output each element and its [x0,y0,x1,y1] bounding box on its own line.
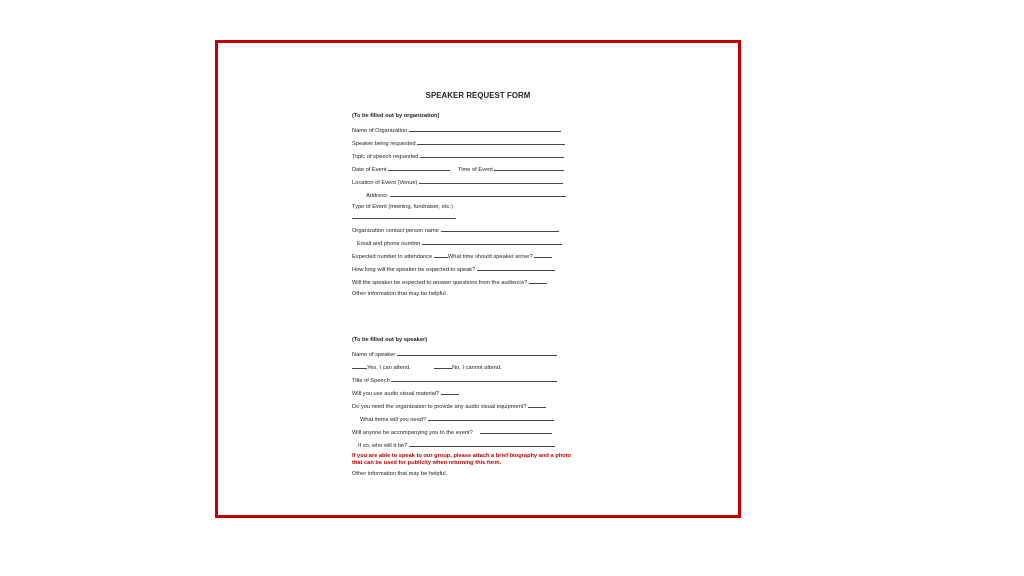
blank-line [434,363,452,369]
blank-line [409,126,561,132]
field-label: Will you use audio visual material? [352,391,440,397]
blank-line [529,278,547,284]
field-label: Will the speaker be expected to answer questions from the audience? [352,280,528,286]
field-label: Do you need the organization to provide any audio visual equipment? [352,404,527,410]
field-label: Title of Speech [352,378,390,384]
field-av-equipment[interactable] [352,402,546,411]
blank-line [428,415,554,421]
field-topic[interactable] [352,152,564,161]
field-label: What time should speaker arrive? [447,254,533,260]
field-contact[interactable] [352,226,559,235]
form-title: SPEAKER REQUEST FORM [425,91,531,100]
blank-line [441,389,459,395]
field-label: What items will you need? [360,417,427,423]
blank-line [494,165,564,171]
field-event-type: Type of Event (meeting, fundraiser, etc.) [352,204,453,210]
field-attendance[interactable] [352,252,552,261]
field-label: Email and phone number [357,241,421,247]
blank-line [477,265,555,271]
field-label: Address: [366,193,389,199]
field-other-info-2: Other information that may be helpful. [352,471,448,477]
field-label: Speaker being requested [352,141,416,147]
field-av-material[interactable] [352,389,459,398]
blank-line [434,252,448,258]
blank-line [352,363,367,369]
blank-line [409,441,555,447]
field-label: Topic of speech requested [352,154,419,160]
blank-line [417,139,565,145]
field-who[interactable] [358,441,555,450]
blank-line [480,428,552,434]
section2-heading: (To be filled out by speaker) [352,337,428,343]
field-attend-choice[interactable] [352,363,502,372]
yes-attend-label: Yes, I can attend. [367,365,411,371]
field-label: Will anyone be accompanying you to the event? [352,430,473,436]
field-org-name[interactable] [352,126,561,135]
field-accompany[interactable] [352,428,552,437]
blank-line [397,350,557,356]
field-label: Expected number in attendance [352,254,433,260]
field-other-info-1: Other information that may be helpful. [352,291,448,297]
field-speak-length[interactable] [352,265,555,274]
blank-line [390,191,566,197]
field-speaker-requested[interactable] [352,139,565,148]
field-items[interactable] [360,415,554,424]
field-speaker-name[interactable] [352,350,557,359]
blank-line [528,402,546,408]
field-date[interactable] [352,165,450,174]
blank-line [420,152,564,158]
field-event-type-blank[interactable] [352,213,456,222]
no-attend-label: No, I cannot attend. [451,365,502,371]
field-questions[interactable] [352,278,547,287]
blank-line [388,165,450,171]
field-label: Time of Event [458,167,493,173]
field-label: Name of speaker [352,352,396,358]
field-time[interactable] [458,165,564,174]
field-email-phone[interactable] [357,239,562,248]
blank-line [391,376,557,382]
blank-line [534,252,552,258]
field-label: Location of Event (Venue) [352,180,418,186]
blank-line [441,226,559,232]
field-label: Organization contact person name [352,228,439,234]
field-label: Name of Organization [352,128,408,134]
section1-heading: (To be filled out by organization) [352,113,440,119]
blank-line [352,213,456,219]
document-frame [215,40,741,518]
blank-line [422,239,562,245]
field-location[interactable] [352,178,563,187]
field-speech-title[interactable] [352,376,557,385]
blank-line [419,178,563,184]
field-address[interactable] [366,191,566,200]
field-label: If so, who will it be? [358,443,408,449]
field-label: Date of Event [352,167,387,173]
field-label: How long will the speaker be expected to speak? [352,267,476,273]
biography-note: If you are able to speak to our group, please attach a brief biography and a photo that can be used for publicity when returning this form. [352,453,572,467]
